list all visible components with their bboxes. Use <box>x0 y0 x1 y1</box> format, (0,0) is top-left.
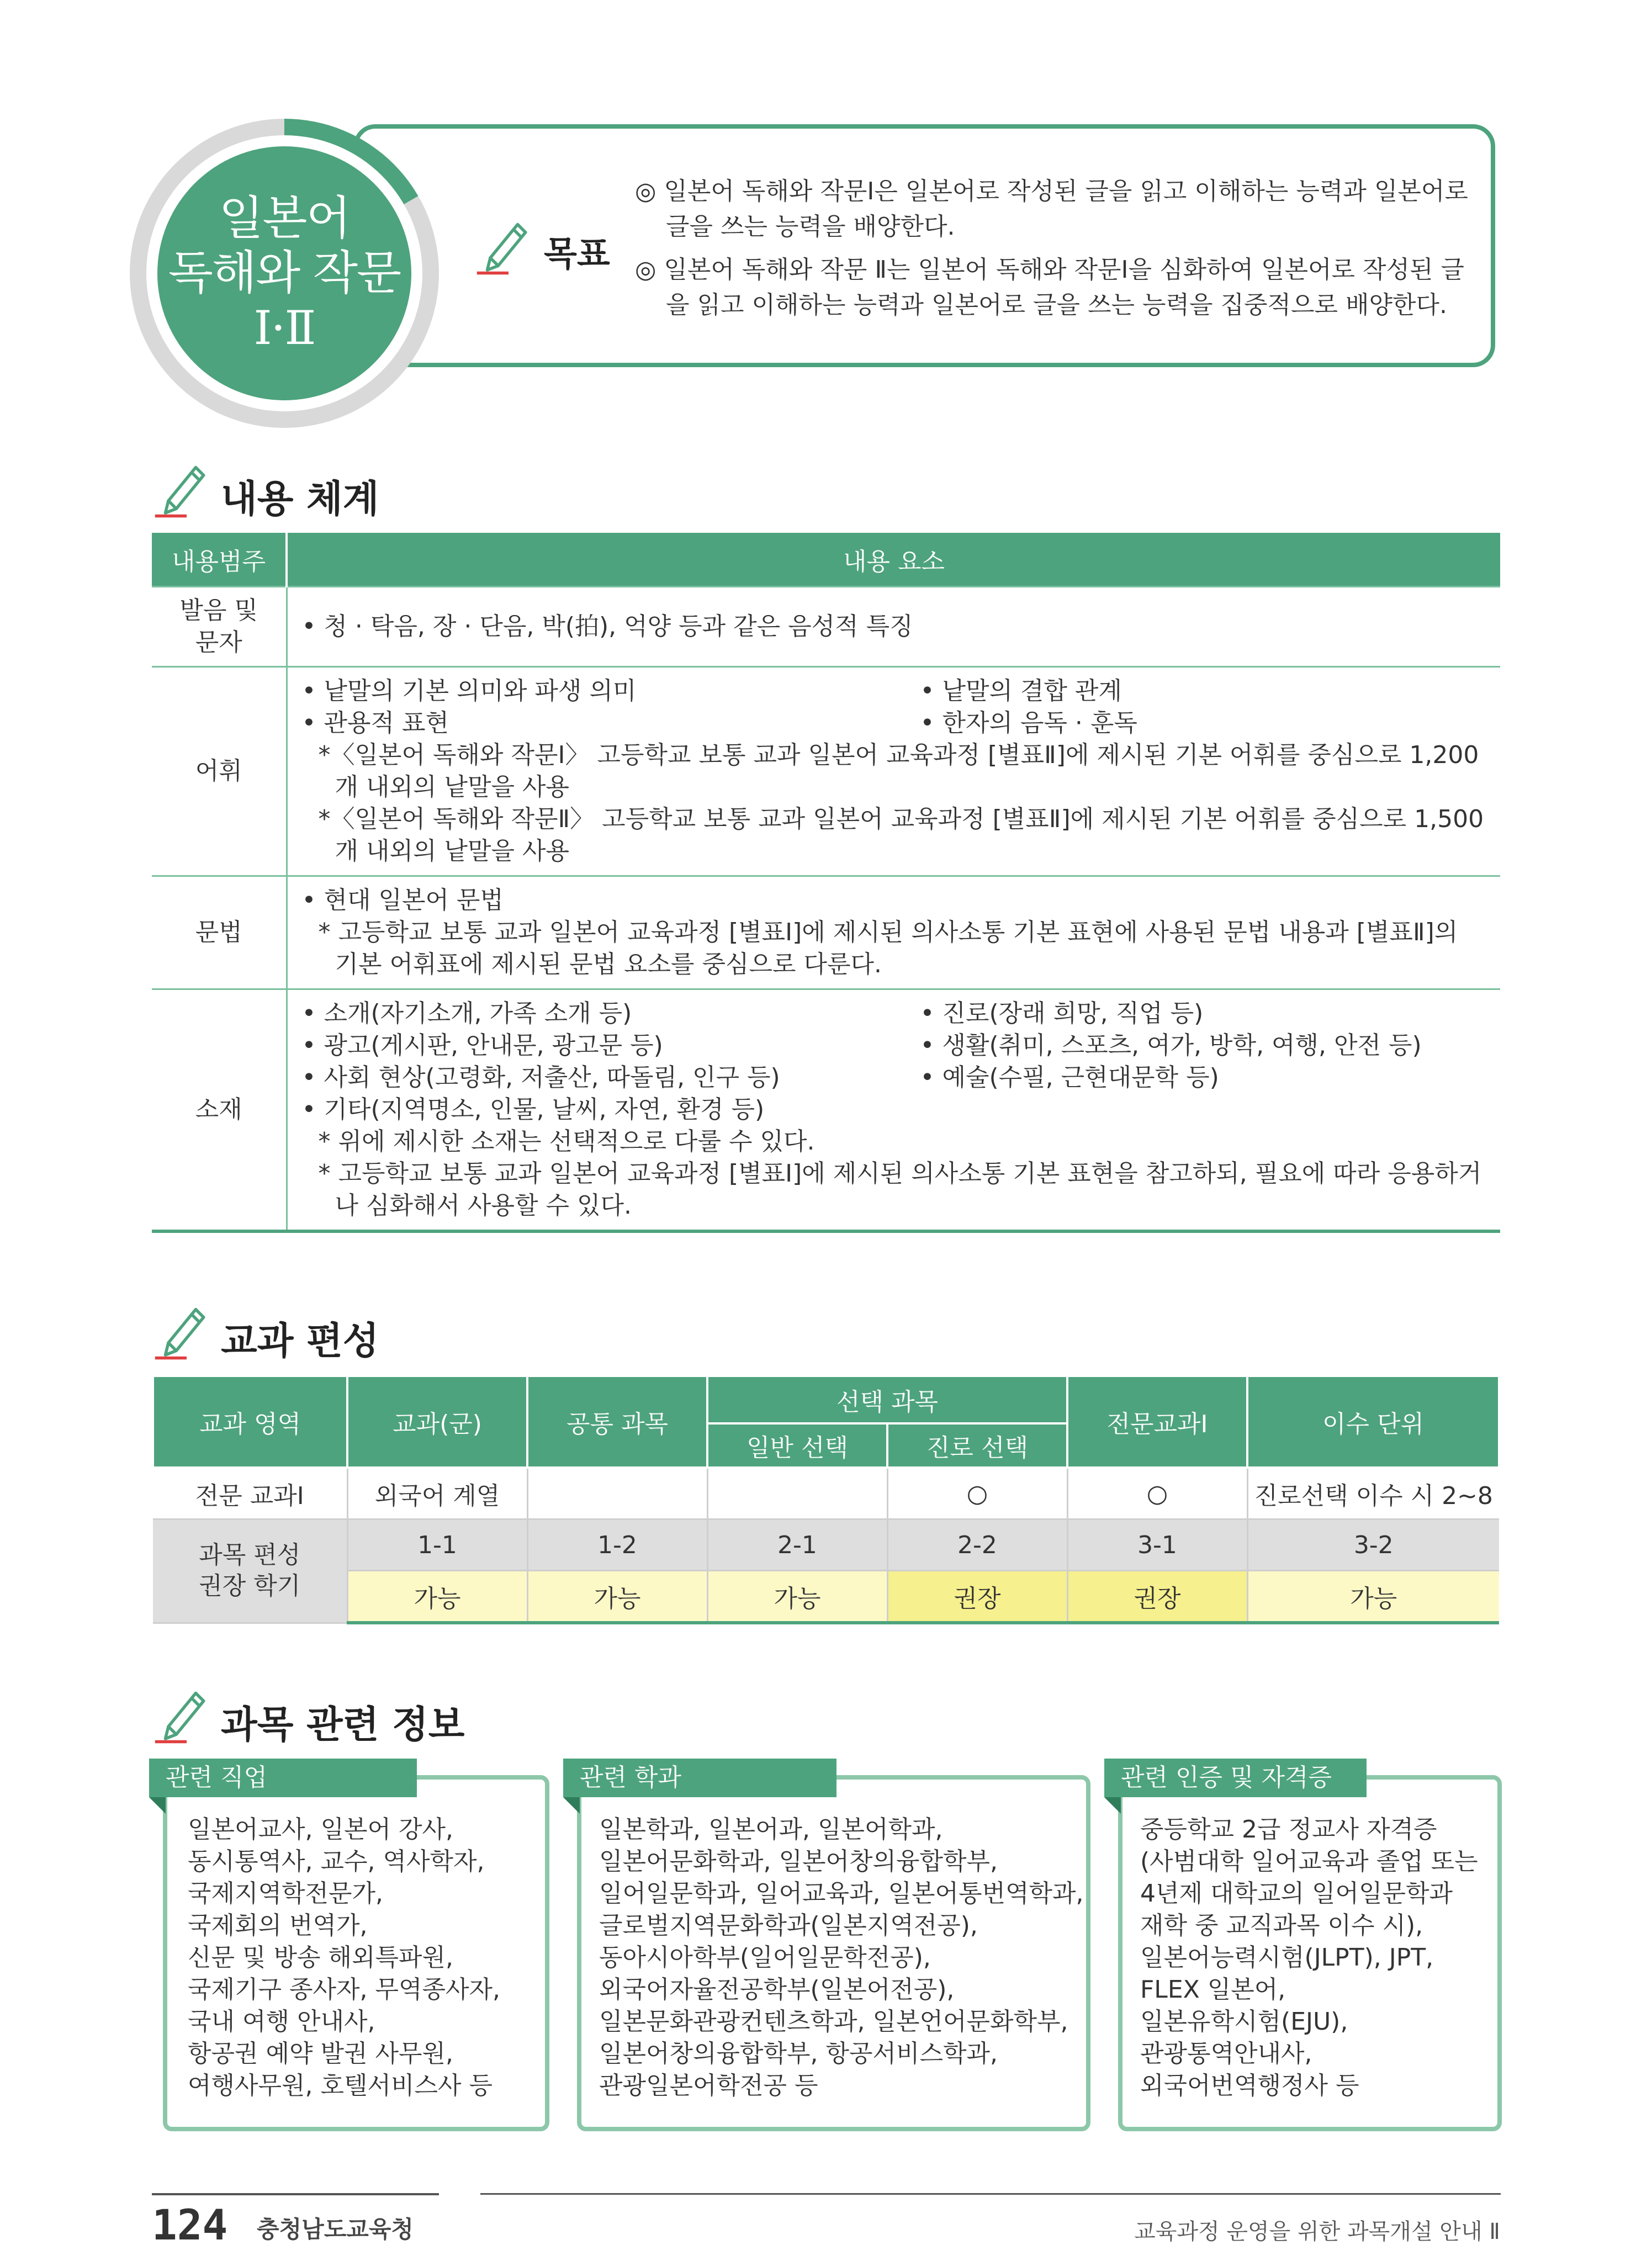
table-cell: ○ <box>887 1468 1067 1519</box>
related-certifications-list <box>1140 1814 1478 2102</box>
note: * 고등학교 보통 교과 일본어 교육과정 [별표Ⅰ]에 제시된 의사소통 기본 표현에 사용된 문법 내용과 [별표Ⅱ]의 기본 어휘표에 제시된 문법 요소를 중심으로 다룬다. <box>318 918 1458 978</box>
recommendation-cell: 가능 <box>527 1571 707 1623</box>
goal-text <box>635 174 1474 331</box>
col-header-units: 이수 단위 <box>1247 1376 1499 1468</box>
list-item: • 청 · 탁음, 장 · 단음, 박(拍), 억양 등과 같은 음성적 특징 <box>301 612 913 640</box>
list-item: • 소개(자기소개, 가족 소개 등) <box>301 999 632 1028</box>
section-title-curriculum: 교과 편성 <box>221 1320 379 1363</box>
list-item: 4년제 대학교의 일어일문학과 <box>1140 1879 1453 1908</box>
list-item: 일본학과, 일본어과, 일본어학과, <box>599 1815 943 1844</box>
footer-divider <box>480 2193 1501 2195</box>
document-title: 교육과정 운영을 위한 과목개설 안내 Ⅱ <box>1134 2219 1500 2244</box>
col-header-area: 교과 영역 <box>153 1376 347 1468</box>
curriculum-table <box>152 1375 1500 1624</box>
list-item: • 예술(수필, 근현대문학 등) <box>920 1063 1219 1092</box>
col-header-elements: 내용 요소 <box>287 533 1500 587</box>
list-item: 외국어자율전공학부(일본어전공), <box>599 1976 955 2004</box>
table-row <box>152 587 1500 667</box>
note: *〈일본어 독해와 작문Ⅰ〉 고등학교 보통 교과 일본어 교육과정 [별표Ⅱ]에 제시된 기본 어휘를 중심으로 1,200 개 내외의 낱말을 사용 <box>318 741 1479 801</box>
list-item: • 진로(장래 희망, 직업 등) <box>920 999 1204 1028</box>
table-cell <box>707 1468 887 1519</box>
semester-label: 과목 편성 권장 학기 <box>153 1519 347 1623</box>
semester-cell: 2-2 <box>887 1519 1067 1571</box>
semester-cell: 2-1 <box>707 1519 887 1571</box>
list-item: 외국어번역행정사 등 <box>1140 2072 1359 2100</box>
related-departments-list <box>599 1814 1084 2102</box>
list-item: (사범대학 일어교육과 졸업 또는 <box>1140 1847 1478 1876</box>
col-header-career: 진로 선택 <box>887 1423 1067 1468</box>
section-title-content: 내용 체계 <box>221 478 379 521</box>
elements-cell <box>287 587 1500 667</box>
list-item: • 한자의 음독 · 훈독 <box>920 709 1137 737</box>
table-row <box>152 876 1500 989</box>
table-cell <box>527 1468 707 1519</box>
related-jobs-tab: 관련 직업 <box>149 1759 417 1797</box>
category-cell: 소재 <box>152 989 287 1232</box>
list-item: 일본어창의융합학부, 항공서비스학과, <box>599 2040 998 2068</box>
semester-cell: 1-2 <box>527 1519 707 1571</box>
content-system-table <box>152 533 1500 1233</box>
list-item: 일본어능력시험(JLPT), JPT, <box>1140 1944 1434 1972</box>
col-header-common: 공통 과목 <box>527 1376 707 1468</box>
page-number: 124 <box>152 2200 228 2249</box>
list-item: 국제지역학전문가, <box>188 1879 384 1908</box>
list-item: 국제회의 번역가, <box>188 1911 368 1940</box>
recommendation-cell: 가능 <box>347 1571 527 1623</box>
elements-cell <box>287 667 1500 876</box>
table-row <box>152 667 1500 876</box>
list-item: 일본어문화학과, 일본어창의융합학부, <box>599 1847 998 1876</box>
elements-cell <box>287 876 1500 989</box>
section-title-related: 과목 관련 정보 <box>221 1703 465 1747</box>
col-header-category: 내용범주 <box>152 533 287 587</box>
list-item: 동아시아학부(일어일문학전공), <box>599 1944 931 1972</box>
table-row <box>153 1571 1499 1623</box>
list-item: 관광통역안내사, <box>1140 2040 1312 2068</box>
publisher: 충청남도교육청 <box>257 2216 414 2243</box>
related-certifications-tab: 관련 인증 및 자격증 <box>1104 1759 1367 1797</box>
goal-label: 목표 <box>544 234 610 274</box>
tab-fold <box>149 1797 166 1814</box>
col-header-group: 교과(군) <box>347 1376 527 1468</box>
list-item: FLEX 일본어, <box>1140 1976 1286 2004</box>
list-item: 신문 및 방송 해외특파원, <box>188 1944 453 1972</box>
list-item: • 기타(지역명소, 인물, 날씨, 자연, 환경 등) <box>301 1095 765 1124</box>
list-item: • 낱말의 결합 관계 <box>920 677 1122 705</box>
table-cell: ○ <box>1067 1468 1247 1519</box>
note: * 고등학교 보통 교과 일본어 교육과정 [별표Ⅰ]에 제시된 의사소통 기본 표현을 참고하되, 필요에 따라 응용하거나 심화해서 사용할 수 있다. <box>318 1159 1482 1220</box>
table-row <box>153 1519 1499 1571</box>
list-item: 재학 중 교직과목 이수 시), <box>1140 1911 1423 1940</box>
list-item: 중등학교 2급 정교사 자격증 <box>1140 1815 1437 1844</box>
table-cell: 전문 교과Ⅰ <box>153 1468 347 1519</box>
semester-cell: 3-1 <box>1067 1519 1247 1571</box>
tab-fold <box>563 1797 580 1814</box>
list-item: 여행사무원, 호텔서비스사 등 <box>188 2072 493 2100</box>
list-item: 동시통역사, 교수, 역사학자, <box>188 1847 485 1876</box>
badge-line-1: 일본어 <box>219 191 350 246</box>
pencil-icon <box>150 1300 211 1361</box>
badge-line-2: 독해와 작문 <box>168 246 401 300</box>
recommendation-cell: 가능 <box>707 1571 887 1623</box>
table-cell: 외국어 계열 <box>347 1468 527 1519</box>
list-item: 글로벌지역문화학과(일본지역전공), <box>599 1911 978 1940</box>
list-item: • 관용적 표현 <box>301 709 449 737</box>
list-item: • 광고(게시판, 안내문, 광고문 등) <box>301 1031 663 1060</box>
list-item: 관광일본어학전공 등 <box>599 2072 818 2100</box>
category-cell: 어휘 <box>152 667 287 876</box>
list-item: 일본어교사, 일본어 강사, <box>188 1815 453 1844</box>
recommendation-cell: 권장 <box>887 1571 1067 1623</box>
list-item: 국내 여행 안내사, <box>188 2008 375 2036</box>
list-item: 국제기구 종사자, 무역종사자, <box>188 1976 500 2004</box>
recommendation-cell: 가능 <box>1247 1571 1499 1623</box>
col-header-general: 일반 선택 <box>707 1423 887 1468</box>
footer-divider <box>152 2193 439 2195</box>
list-item: • 생활(취미, 스포츠, 여가, 방학, 여행, 안전 등) <box>920 1031 1422 1060</box>
note: *〈일본어 독해와 작문Ⅱ〉 고등학교 보통 교과 일본어 교육과정 [별표Ⅱ]에 제시된 기본 어휘를 중심으로 1,500 개 내외의 낱말을 사용 <box>318 805 1484 865</box>
related-departments-tab: 관련 학과 <box>563 1759 836 1797</box>
pencil-icon <box>472 215 533 276</box>
category-cell: 발음 및 문자 <box>152 587 287 667</box>
pencil-icon <box>150 1684 211 1745</box>
col-header-elective: 선택 과목 <box>707 1376 1067 1423</box>
list-item: • 현대 일본어 문법 <box>301 886 504 914</box>
elements-cell <box>287 989 1500 1232</box>
list-item: 일본문화관광컨텐츠학과, 일본언어문화학부, <box>599 2008 1068 2036</box>
list-item: 일본유학시험(EJU), <box>1140 2008 1348 2036</box>
goal-item: ◎ 일본어 독해와 작문Ⅰ은 일본어로 작성된 글을 읽고 이해하는 능력과 일본어로 글을 쓰는 능력을 배양한다. <box>635 177 1468 241</box>
table-row <box>153 1468 1499 1519</box>
list-item: 일어일문학과, 일어교육과, 일본어통번역학과, <box>599 1879 1084 1908</box>
subject-badge <box>157 146 411 400</box>
semester-cell: 3-2 <box>1247 1519 1499 1571</box>
list-item: • 사회 현상(고령화, 저출산, 따돌림, 인구 등) <box>301 1063 780 1092</box>
tab-fold <box>1104 1797 1121 1814</box>
col-header-special: 전문교과Ⅰ <box>1067 1376 1247 1468</box>
list-item: • 낱말의 기본 의미와 파생 의미 <box>301 677 637 705</box>
badge-line-3: Ⅰ·Ⅱ <box>253 300 315 355</box>
note: * 위에 제시한 소재는 선택적으로 다룰 수 있다. <box>318 1127 815 1156</box>
list-item: 항공권 예약 발권 사무원, <box>188 2040 453 2068</box>
table-cell: 진로선택 이수 시 2~8 <box>1247 1468 1499 1519</box>
table-row <box>152 989 1500 1232</box>
category-cell: 문법 <box>152 876 287 989</box>
recommendation-cell: 권장 <box>1067 1571 1247 1623</box>
pencil-icon <box>150 458 211 519</box>
semester-cell: 1-1 <box>347 1519 527 1571</box>
related-jobs-list <box>188 1814 500 2102</box>
goal-item: ◎ 일본어 독해와 작문 Ⅱ는 일본어 독해와 작문Ⅰ을 심화하여 일본어로 작성된 글을 읽고 이해하는 능력과 일본어로 글을 쓰는 능력을 집중적으로 배양한다. <box>635 256 1464 319</box>
